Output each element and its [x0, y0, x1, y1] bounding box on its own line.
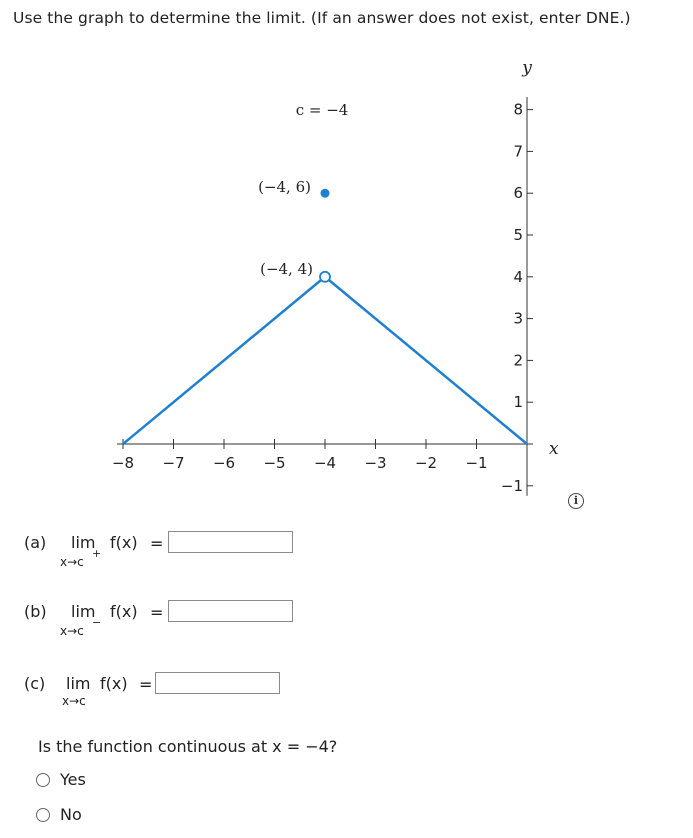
y-tick-label: 8	[513, 100, 523, 119]
part-c-func: f(x)	[100, 674, 128, 693]
part-a-answer-input[interactable]	[168, 531, 293, 553]
x-tick-label: −5	[263, 454, 286, 472]
part-c-subscript: x→c	[62, 694, 86, 708]
part-a-label: (a)	[24, 533, 47, 552]
open-point-label: (−4, 4)	[260, 259, 313, 278]
info-icon[interactable]: i	[568, 493, 584, 509]
y-tick-label: 7	[513, 142, 523, 161]
part-a-superscript: +	[92, 547, 102, 560]
part-a-lim: lim	[71, 533, 96, 552]
part-b-equals: =	[150, 603, 164, 622]
part-a-equals: =	[150, 534, 164, 553]
option-yes[interactable]	[36, 770, 86, 789]
y-tick-label: 3	[513, 309, 523, 328]
part-c-answer-input[interactable]	[155, 672, 280, 694]
y-tick-label: 4	[513, 267, 523, 286]
x-tick-label: −4	[313, 454, 337, 472]
x-axis-label: x	[549, 439, 559, 459]
part-a-subscript: x→c	[60, 555, 84, 569]
part-b-lim: lim	[71, 602, 96, 621]
part-c-lim: lim	[66, 674, 91, 693]
radio-circle-icon[interactable]	[36, 773, 50, 787]
part-b-func: f(x)	[110, 602, 138, 621]
continuity-question: Is the function continuous at x = −4?	[38, 737, 338, 756]
option-no-label: No	[60, 805, 82, 824]
part-b-label: (b)	[24, 602, 47, 621]
y-tick-label: 1	[513, 393, 523, 412]
part-c-label: (c)	[24, 674, 46, 693]
y-tick-label: −1	[500, 476, 523, 495]
open-point	[320, 272, 330, 282]
x-tick-label: −7	[162, 454, 185, 472]
part-a-func: f(x)	[110, 533, 138, 552]
c-label: c = −4	[295, 101, 349, 119]
axes	[117, 97, 533, 496]
x-tick-label: −8	[111, 454, 135, 472]
y-tick-label: 6	[513, 184, 523, 203]
part-b-superscript: −	[92, 616, 102, 629]
y-tick-label: 5	[513, 226, 523, 244]
series-line	[123, 277, 527, 444]
x-tick-label: −6	[212, 454, 236, 472]
filled-point	[321, 189, 330, 198]
x-tick-label: −3	[364, 454, 387, 472]
radio-circle-icon[interactable]	[36, 808, 50, 822]
ticks	[112, 101, 533, 495]
x-tick-label: −2	[414, 454, 438, 472]
option-yes-label: Yes	[60, 770, 86, 789]
part-b-answer-input[interactable]	[168, 600, 293, 622]
y-tick-label: 2	[513, 351, 523, 370]
part-b-subscript: x→c	[60, 624, 84, 638]
filled-point-label: (−4, 6)	[258, 178, 311, 197]
x-tick-label: −1	[465, 454, 488, 472]
option-no[interactable]	[36, 805, 82, 824]
part-c-equals: =	[139, 675, 153, 694]
series	[123, 189, 527, 444]
instruction-text: Use the graph to determine the limit. (If an answer does not exist, enter DNE.)	[13, 9, 631, 27]
y-axis-label: y	[522, 58, 532, 78]
